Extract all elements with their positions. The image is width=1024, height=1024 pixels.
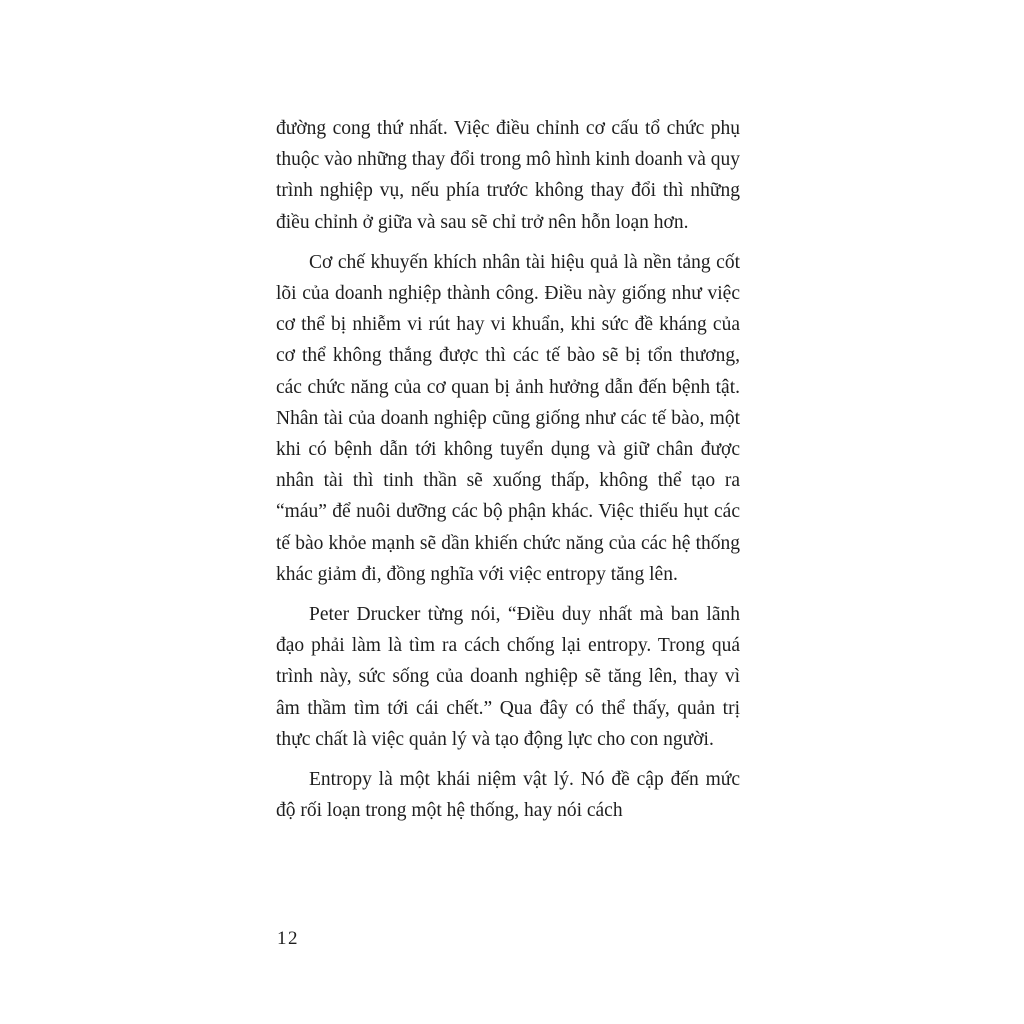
page-number: 12 <box>277 928 299 949</box>
paragraph-continued: đường cong thứ nhất. Việc điều chỉnh cơ cấu tổ chức phụ thuộc vào những thay đổi trong mô hình kinh doanh và quy trình nghiệp vụ, nếu phía trước không thay đổi thì những điều chỉnh ở giữa và sau sẽ chỉ trở nên hỗn loạn hơn. <box>276 118 740 233</box>
paragraph-peter-drucker-quote: Peter Drucker từng nói, “Điều duy nhất mà ban lãnh đạo phải làm là tìm ra cách chống lại entropy. Trong quá trình này, sức sống của doanh nghiệp sẽ tăng lên, thay vì âm thầm tìm tới cái chết.” Qua đây có thể thấy, quản trị thực chất là việc quản lý và tạo động lực cho con người. <box>276 604 740 750</box>
paragraph-entropy-definition: Entropy là một khái niệm vật lý. Nó đề cập đến mức độ rối loạn trong một hệ thống, hay nói cách <box>276 769 740 822</box>
paragraph-talent-incentives: Cơ chế khuyến khích nhân tài hiệu quả là nền tảng cốt lõi của doanh nghiệp thành công. Điều này giống như việc cơ thể bị nhiễm vi rút hay vi khuẩn, khi sức đề kháng của cơ thể không thắng được thì các tế bào sẽ bị tổn thương, các chức năng của cơ quan bị ảnh hưởng dẫn đến bệnh tật. Nhân tài của doanh nghiệp cũng giống như các tế bào, một khi có bệnh dẫn tới không tuyển dụng và giữ chân được nhân tài thì tinh thần sẽ xuống thấp, không thể tạo ra “máu” để nuôi dưỡng các bộ phận khác. Việc thiếu hụt các tế bào khỏe mạnh sẽ dần khiến chức năng của các hệ thống khác giảm đi, đồng nghĩa với việc entropy tăng lên. <box>276 251 740 585</box>
body-text <box>276 113 740 826</box>
